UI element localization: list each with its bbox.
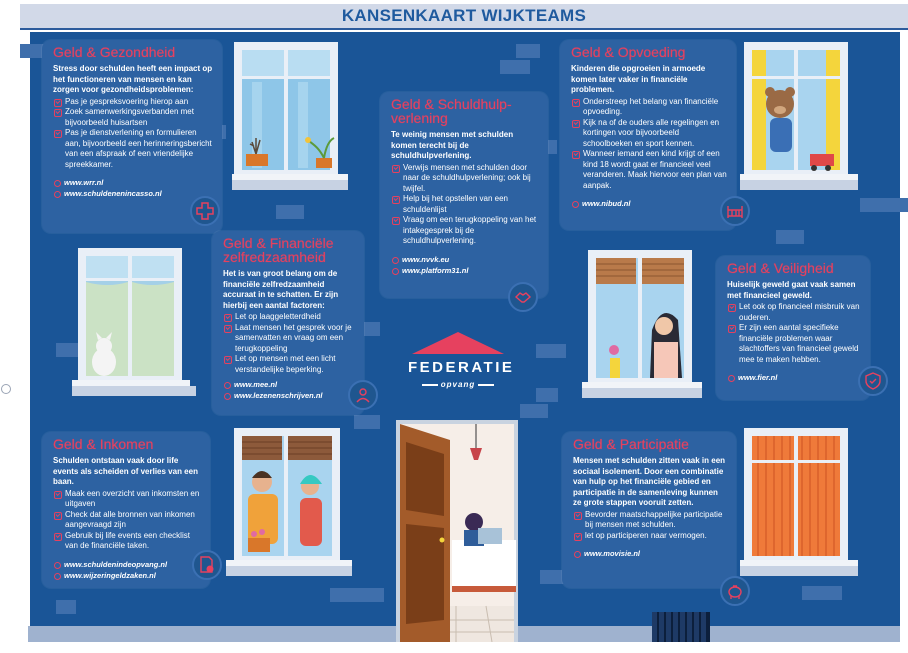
front-door — [396, 420, 518, 642]
medical-cross-icon — [190, 196, 220, 226]
federatie-opvang-logo — [408, 330, 515, 396]
list-item: Verwijs mensen met schulden door naar de schuldhulpverlening; ook bij twijfel. — [391, 163, 540, 195]
card-title: Geld & Veiligheid — [727, 260, 834, 276]
brick — [354, 415, 380, 429]
brick — [860, 198, 908, 212]
list-item: Gebruik bij life events een checklist van de financiële taken. — [53, 531, 202, 552]
card-title: Geld & Gezondheid — [53, 44, 176, 60]
brick — [776, 230, 804, 244]
logo-sub: opvang — [408, 380, 508, 389]
card-veiligheid — [716, 256, 870, 400]
brick — [330, 588, 384, 602]
card-list — [727, 302, 862, 365]
list-item: Er zijn een aantal specifieke financiële problemen waar slachtoffers van financieel geweld mee te maken hebben. — [727, 323, 862, 365]
list-item: Let op mensen met een licht verstandelijke beperking. — [223, 354, 356, 375]
handshake-icon — [508, 282, 538, 312]
window-curtains — [740, 428, 858, 580]
card-list — [53, 97, 214, 171]
card-list — [223, 312, 356, 375]
list-item: Vraag om een terugkoppeling van het intakegesprek bij de schuldhulpverlening. — [391, 215, 540, 247]
card-intro: Kinderen die opgroeien in armoede komen later vaker in financiële problemen. — [571, 64, 706, 94]
list-item: Let op laaggeletterdheid — [223, 312, 356, 323]
window-plants — [232, 42, 348, 192]
shield-icon — [858, 366, 888, 396]
list-item: Laat mensen het gesprek voor je samenvatten en vraag om een terugkoppeling — [223, 323, 356, 355]
link-fier[interactable]: www.fier.nl — [727, 372, 862, 383]
list-item: let op participeren naar vermogen. — [573, 531, 728, 542]
link-wrr[interactable]: www.wrr.nl — [53, 177, 214, 188]
card-participatie — [562, 432, 736, 588]
card-title: Geld & Schuldhulp-verlening — [391, 96, 512, 126]
card-links — [573, 548, 728, 559]
link-nvvk[interactable]: www.nvvk.eu — [391, 254, 540, 265]
list-item: Pas je dienstverlening en formulieren aan, bijvoorbeeld een herinneringsbericht van een afspraak of een vriendelijke spreekkamer. — [53, 128, 214, 170]
card-intro: Te weinig mensen met schulden komen terecht bij de schuldhulpverlening. — [391, 130, 514, 160]
window-cat — [72, 248, 196, 400]
card-zelfredzaamheid — [212, 231, 364, 415]
brick — [802, 586, 842, 600]
list-item: Wanneer iemand een kind krijgt of een kind 18 wordt gaat er financieel veel veranderen. Maak hiervoor een plan van aanpak. — [571, 149, 728, 191]
card-inkomen — [42, 432, 210, 588]
list-item: Bevorder maatschappelijke participatie bij mensen met schulden. — [573, 510, 728, 531]
list-item: Pas je gespreksvoering hierop aan — [53, 97, 214, 108]
roof-icon — [408, 330, 508, 358]
brick — [536, 344, 566, 358]
list-item: Zoek samenwerkingsverbanden met bijvoorbeeld huisartsen — [53, 107, 214, 128]
window-child-bear — [740, 42, 858, 192]
card-intro: Schulden ontstaan vaak door life events als scheiden of verlies van een baan. — [53, 456, 198, 486]
page-side-icon — [1, 384, 11, 394]
link-wijzeringeldzaken[interactable]: www.wijzeringeldzaken.nl — [53, 570, 202, 581]
brick — [500, 60, 530, 74]
list-item: Let ook op financieel misbruik van ouderen. — [727, 302, 862, 323]
list-item: Maak een overzicht van inkomsten en uitgaven — [53, 489, 202, 510]
card-links — [53, 177, 214, 199]
card-intro: Huiselijk geweld gaat vaak samen met financieel geweld. — [727, 280, 856, 300]
card-title: Geld & Financiële zelfredzaamheid — [223, 235, 334, 265]
link-platform31[interactable]: www.platform31.nl — [391, 265, 540, 276]
link-schuldenindeopvang[interactable]: www.schuldenindeopvang.nl — [53, 559, 202, 570]
card-opvoeding — [560, 40, 736, 230]
brick — [516, 44, 540, 58]
card-links — [727, 372, 862, 383]
brick — [520, 404, 548, 418]
crib-icon — [720, 196, 750, 226]
card-intro: Mensen met schulden zitten vaak in een sociaal isolement. Door een combinatie van hulp op het financiële gebied en participatie in de samenleving kunnen ze grote stappen vooruit zetten. — [573, 456, 726, 507]
card-list — [573, 510, 728, 542]
card-title: Geld & Participatie — [573, 436, 689, 452]
card-list — [53, 489, 202, 552]
link-lezenenschrijven[interactable]: www.lezenenschrijven.nl — [223, 390, 356, 401]
link-mee[interactable]: www.mee.nl — [223, 379, 356, 390]
brick — [536, 388, 558, 402]
link-movisie[interactable]: www.movisie.nl — [573, 548, 728, 559]
brick — [362, 322, 380, 336]
card-list — [391, 163, 540, 247]
card-intro: Het is van groot belang om de financiële zelfredzaamheid accuraat in te schatten. Er zijn hierbij een aantal factoren: — [223, 269, 339, 310]
link-schuldenenincasso[interactable]: www.schuldenenincasso.nl — [53, 188, 214, 199]
title-bar — [20, 4, 908, 30]
window-couple — [226, 428, 352, 580]
logo-name: FEDERATIE — [408, 359, 515, 376]
link-nibud[interactable]: www.nibud.nl — [571, 198, 728, 209]
list-item: Help bij het opstellen van een schuldenlijst — [391, 194, 540, 215]
card-links — [223, 379, 356, 401]
piggy-bank-icon — [720, 576, 750, 606]
list-item: Check dat alle bronnen van inkomen aangevraagd zijn — [53, 510, 202, 531]
card-links — [571, 198, 728, 209]
page-title: KANSENKAART WIJKTEAMS — [341, 6, 587, 25]
list-item: Kijk na of de ouders alle regelingen en kortingen voor bijvoorbeeld schoolboeken en sport kennen. — [571, 118, 728, 150]
card-list — [571, 97, 728, 192]
brick — [276, 205, 304, 219]
card-schuldhulpverlening — [380, 92, 548, 298]
card-links — [391, 254, 540, 276]
card-title: Geld & Opvoeding — [571, 44, 686, 60]
brick — [56, 600, 76, 614]
window-woman-phone — [582, 250, 702, 400]
card-links — [53, 559, 202, 581]
card-title: Geld & Inkomen — [53, 436, 154, 452]
basement-grate — [652, 612, 710, 642]
person-coin-icon — [348, 380, 378, 410]
list-item: Onderstreep het belang van financiële opvoeding. — [571, 97, 728, 118]
document-coin-icon — [192, 550, 222, 580]
card-intro: Stress door schulden heeft een impact op het functioneren van mensen en kan zorgen voor gezondheidsproblemen: — [53, 64, 213, 94]
